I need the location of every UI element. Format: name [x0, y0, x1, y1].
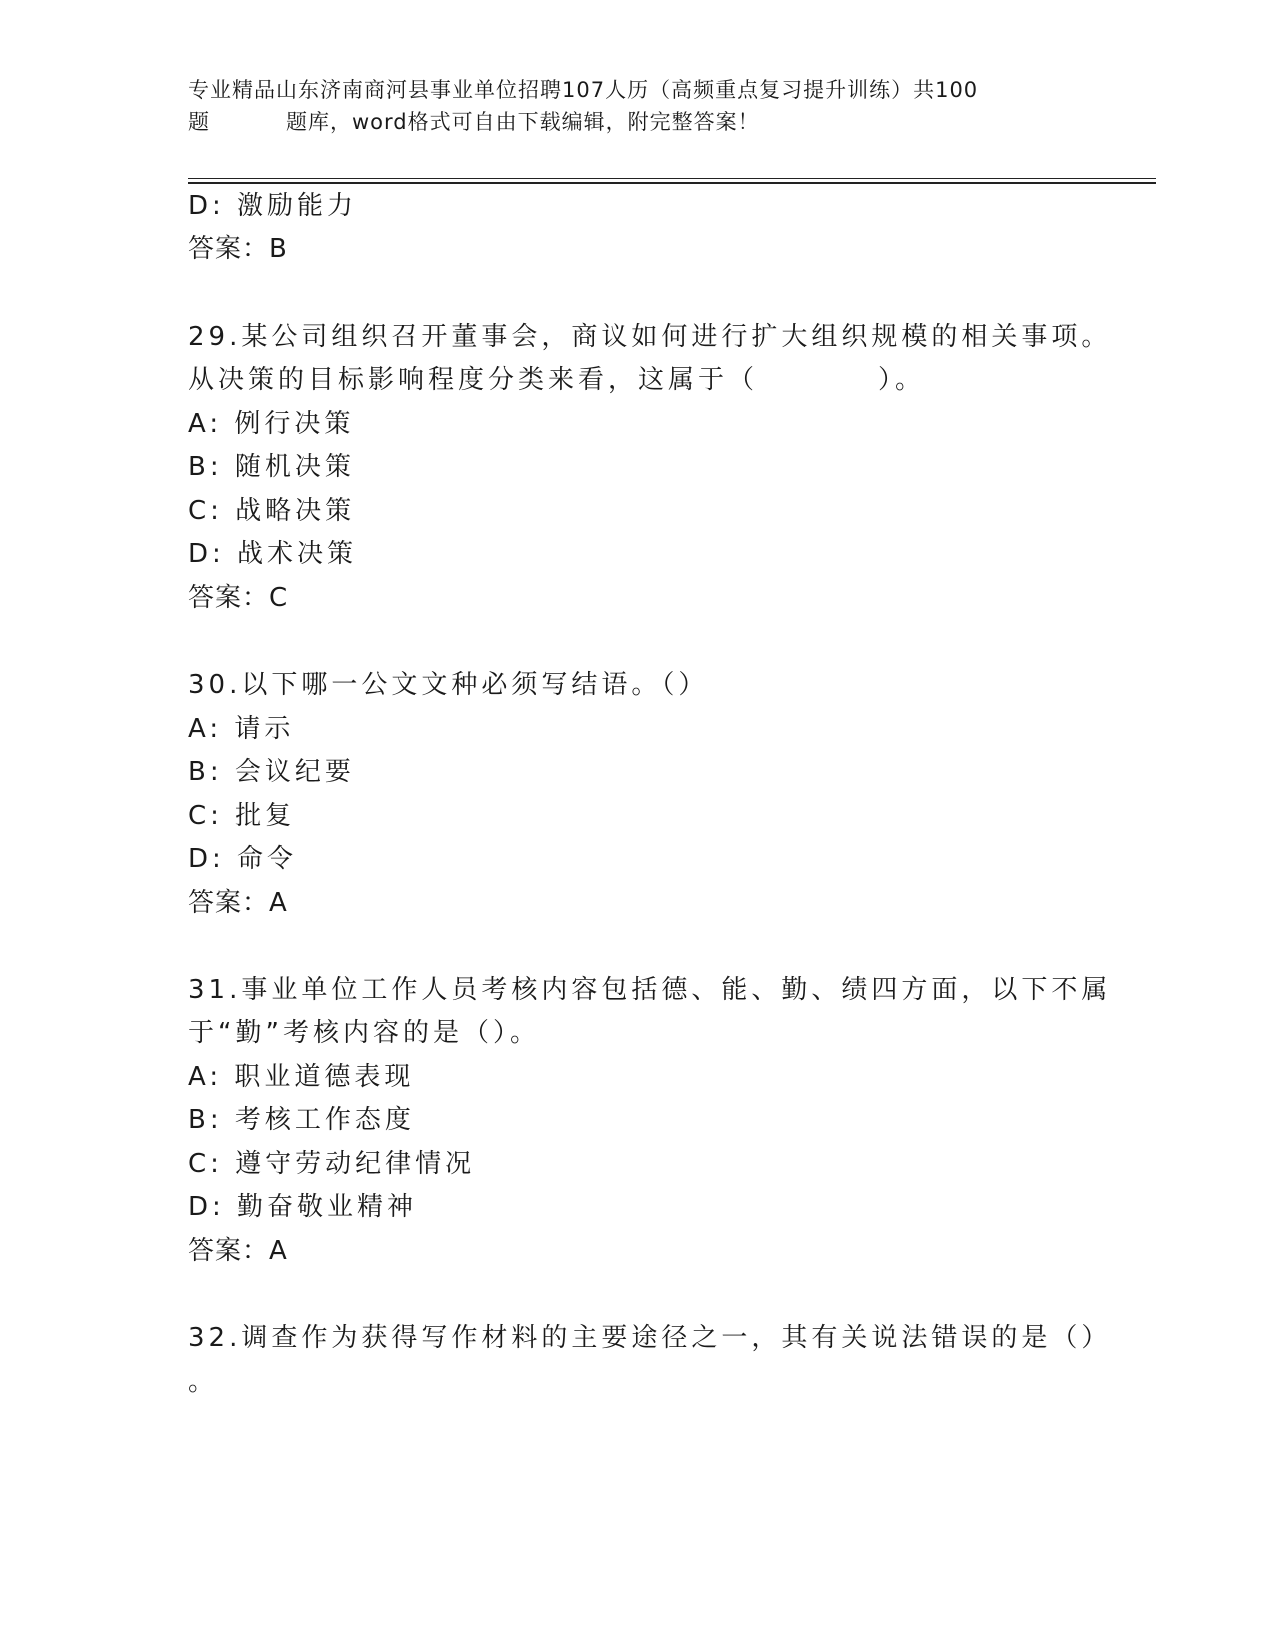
page-header	[188, 74, 1088, 138]
q29-stem-line2: 从决策的目标影响程度分类来看，这属于（ ）。	[188, 365, 926, 395]
q29-option-b: B: 随机决策	[188, 452, 355, 482]
q31-option-b: B: 考核工作态度	[188, 1105, 415, 1135]
q29-answer: 答案：C	[188, 583, 289, 613]
q29-stem-line1: 29.某公司组织召开董事会，商议如何进行扩大组织规模的相关事项。	[188, 322, 1112, 352]
q29-option-a: A: 例行决策	[188, 409, 355, 439]
q30-option-d: D: 命令	[188, 844, 298, 874]
q31-stem-line2: 于“勤”考核内容的是（）。	[188, 1018, 540, 1048]
header-title-line1: 专业精品山东济南商河县事业单位招聘107人历（高频重点复习提升训练）共100	[188, 78, 979, 102]
q31-stem-line1: 31.事业单位工作人员考核内容包括德、能、勤、绩四方面，以下不属	[188, 975, 1112, 1005]
header-title-line2-a: 题	[188, 110, 210, 134]
q31-answer: 答案：A	[188, 1236, 288, 1266]
q30-stem-line1: 30.以下哪一公文文种必须写结语。（）	[188, 670, 709, 700]
prev-answer: 答案：B	[188, 234, 288, 264]
q30-option-a: A: 请示	[188, 714, 295, 744]
q32-stem-line1: 32.调查作为获得写作材料的主要途径之一，其有关说法错误的是（）	[188, 1323, 1112, 1353]
q29-option-c: C: 战略决策	[188, 496, 356, 526]
q31-option-a: A: 职业道德表现	[188, 1062, 415, 1092]
q32-stem-line2: 。	[188, 1367, 219, 1397]
header-title-line2-b: 题库，word格式可自由下载编辑，附完整答案！	[286, 110, 760, 134]
q31-option-c: C: 遵守劳动纪律情况	[188, 1149, 476, 1179]
q30-option-b: B: 会议纪要	[188, 757, 355, 787]
prev-option-d: D: 激励能力	[188, 191, 358, 221]
q30-answer: 答案：A	[188, 888, 288, 918]
header-divider-thin	[188, 178, 1156, 179]
header-divider-thick	[188, 182, 1156, 184]
q29-option-d: D: 战术决策	[188, 539, 358, 569]
q30-option-c: C: 批复	[188, 801, 296, 831]
q31-option-d: D: 勤奋敬业精神	[188, 1192, 418, 1222]
header-title-line2	[188, 106, 1088, 138]
